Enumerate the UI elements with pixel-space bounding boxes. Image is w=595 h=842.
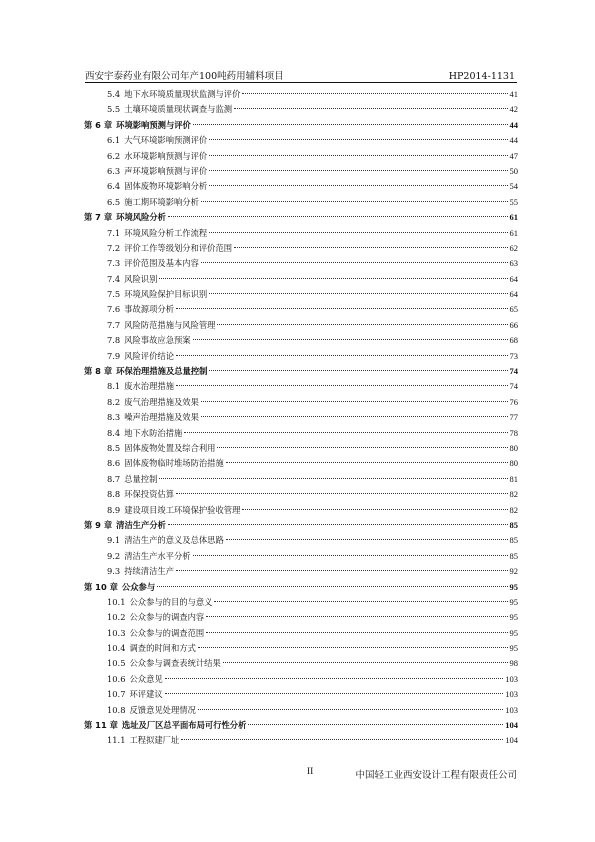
toc-dot-leader: [201, 262, 508, 263]
toc-dot-leader: [242, 509, 507, 510]
toc-entry-title: 环境风险分析: [116, 212, 166, 223]
toc-dot-leader: [176, 493, 508, 494]
toc-section-entry[interactable]: [84, 687, 518, 702]
toc-entry-title: 环境风险分析工作流程: [124, 227, 208, 238]
toc-entry-page: 64: [509, 273, 518, 284]
toc-dot-leader: [176, 308, 508, 309]
toc-section-entry[interactable]: [84, 164, 518, 179]
toc-chapter-entry[interactable]: [84, 210, 518, 225]
toc-entry-number: 9.2: [107, 550, 121, 561]
toc-section-entry[interactable]: [84, 179, 518, 194]
toc-dot-leader: [217, 324, 507, 325]
toc-dot-leader: [234, 247, 507, 248]
toc-section-entry[interactable]: [84, 626, 518, 641]
toc-entry-title: 地下水防治措施: [124, 427, 183, 438]
toc-entry-number: 7.4: [107, 273, 121, 284]
toc-entry-number: 10.2: [107, 612, 126, 623]
toc-entry-page: 80: [509, 442, 518, 453]
toc-entry-page: 68: [509, 335, 518, 346]
toc-entry-page: 104: [505, 720, 518, 731]
toc-entry-title: 土壤环境质量现状调查与监测: [124, 104, 233, 115]
toc-dot-leader: [209, 139, 507, 140]
toc-entry-title: 水环境影响预测与评价: [124, 150, 208, 161]
toc-entry-number: 8.3: [107, 412, 121, 423]
toc-dot-leader: [214, 601, 507, 602]
toc-section-entry[interactable]: [84, 549, 518, 564]
toc-entry-number: 5.5: [107, 104, 121, 115]
toc-entry-title: 环境风险保护目标识别: [124, 289, 208, 300]
toc-section-entry[interactable]: [84, 287, 518, 302]
toc-section-entry[interactable]: [84, 595, 518, 610]
toc-entry-page: 74: [509, 381, 518, 392]
toc-entry-page: 44: [509, 119, 518, 130]
toc-entry-title: 公众参与的调查范围: [129, 627, 205, 638]
toc-dot-leader: [198, 709, 503, 710]
toc-entry-title: 公众参与的调查内容: [129, 612, 205, 623]
toc-entry-number: 10.7: [107, 689, 126, 700]
toc-dot-leader: [209, 232, 507, 233]
toc-dot-leader: [168, 216, 508, 217]
toc-entry-number: 10.1: [107, 596, 126, 607]
toc-entry-number: 7.1: [107, 227, 121, 238]
toc-entry-page: 55: [509, 196, 518, 207]
toc-dot-leader: [201, 416, 508, 417]
toc-section-entry[interactable]: [84, 149, 518, 164]
toc-section-entry[interactable]: [84, 641, 518, 656]
toc-dot-leader: [209, 185, 507, 186]
toc-dot-leader: [193, 124, 508, 125]
toc-dot-leader: [234, 108, 507, 109]
toc-entry-page: 47: [509, 150, 518, 161]
toc-entry-number: 7.9: [107, 350, 121, 361]
toc-entry-title: 调查的时间和方式: [129, 643, 196, 654]
toc-entry-title: 持续清洁生产: [124, 566, 174, 577]
toc-section-entry[interactable]: [84, 703, 518, 718]
toc-entry-title: 清洁生产的意义及总体思路: [124, 535, 224, 546]
toc-section-entry[interactable]: [84, 610, 518, 625]
toc-dot-leader: [226, 462, 508, 463]
toc-section-entry[interactable]: [84, 102, 518, 117]
toc-entry-number: 8.6: [107, 458, 121, 469]
toc-entry-number: 7.6: [107, 304, 121, 315]
toc-entry-page: 61: [509, 227, 518, 238]
toc-section-entry[interactable]: [84, 472, 518, 487]
toc-entry-number: 6.1: [107, 135, 121, 146]
toc-section-entry[interactable]: [84, 410, 518, 425]
toc-entry-page: 54: [509, 181, 518, 192]
toc-entry-number: 第 6 章: [84, 119, 113, 130]
toc-entry-title: 风险识别: [124, 273, 158, 284]
toc-entry-title: 环境影响预测与评价: [116, 119, 191, 130]
toc-entry-title: 噪声治理措施及效果: [124, 412, 199, 423]
toc-section-entry[interactable]: [84, 226, 518, 241]
toc-entry-number: 10.8: [107, 704, 126, 715]
toc-section-entry[interactable]: [84, 395, 518, 410]
toc-section-entry[interactable]: [84, 733, 518, 748]
toc-entry-page: 95: [509, 596, 518, 607]
toc-entry-number: 8.9: [107, 504, 121, 515]
toc-dot-leader: [157, 586, 507, 587]
toc-section-entry[interactable]: [84, 302, 518, 317]
toc-entry-title: 公众意见: [129, 673, 163, 684]
toc-entry-page: 103: [505, 704, 518, 715]
toc-section-entry[interactable]: [84, 456, 518, 471]
toc-dot-leader: [168, 524, 508, 525]
toc-section-entry[interactable]: [84, 533, 518, 548]
toc-entry-number: 6.5: [107, 196, 121, 207]
toc-entry-page: 64: [509, 289, 518, 300]
toc-entry-page: 74: [509, 366, 518, 377]
header-rule: [85, 82, 517, 83]
toc-entry-page: 78: [509, 427, 518, 438]
toc-entry-page: 82: [509, 489, 518, 500]
toc-entry-page: 81: [509, 473, 518, 484]
toc-dot-leader: [201, 401, 508, 402]
toc-entry-number: 10.3: [107, 627, 126, 638]
toc-dot-leader: [176, 570, 508, 571]
toc-section-entry[interactable]: [84, 503, 518, 518]
toc-dot-leader: [165, 678, 504, 679]
toc-entry-number: 8.7: [107, 473, 121, 484]
toc-entry-page: 103: [505, 689, 518, 700]
toc-dot-leader: [165, 693, 504, 694]
toc-entry-page: 92: [509, 566, 518, 577]
toc-entry-title: 施工期环境影响分析: [124, 196, 199, 207]
toc-section-entry[interactable]: [84, 656, 518, 671]
toc-entry-page: 80: [509, 458, 518, 469]
toc-entry-page: 85: [509, 550, 518, 561]
toc-entry-title: 固体废物环境影响分析: [124, 181, 208, 192]
toc-entry-page: 85: [509, 519, 518, 530]
toc-section-entry[interactable]: [84, 195, 518, 210]
toc-section-entry[interactable]: [84, 133, 518, 148]
toc-entry-title: 声环境影响预测与评价: [124, 165, 208, 176]
toc-dot-leader: [193, 339, 508, 340]
toc-section-entry[interactable]: [84, 426, 518, 441]
toc-entry-number: 8.8: [107, 489, 121, 500]
toc-chapter-entry[interactable]: [84, 518, 518, 533]
toc-entry-number: 8.2: [107, 396, 121, 407]
toc-entry-title: 固体废物临时堆场防治措施: [124, 458, 224, 469]
toc-entry-title: 总量控制: [124, 473, 158, 484]
toc-entry-title: 公众参与调查表统计结果: [129, 658, 221, 669]
toc-entry-number: 7.3: [107, 258, 121, 269]
toc-entry-title: 风险防范措施与风险管理: [124, 319, 216, 330]
toc-entry-number: 8.5: [107, 442, 121, 453]
toc-section-entry[interactable]: [84, 672, 518, 687]
toc-dot-leader: [248, 724, 503, 725]
toc-entry-page: 44: [509, 135, 518, 146]
toc-entry-title: 事故源项分析: [124, 304, 174, 315]
header-doc-code: HP2014-1131: [448, 71, 515, 82]
toc-entry-title: 公众参与的目的与意义: [129, 596, 213, 607]
footer-page-number: II: [307, 767, 314, 777]
toc-dot-leader: [181, 739, 503, 740]
toc-entry-title: 废气治理措施及效果: [124, 396, 199, 407]
toc-entry-number: 8.1: [107, 381, 121, 392]
toc-entry-page: 73: [509, 350, 518, 361]
toc-section-entry[interactable]: [84, 379, 518, 394]
toc-entry-page: 63: [509, 258, 518, 269]
toc-entry-page: 50: [509, 165, 518, 176]
toc-dot-leader: [176, 385, 508, 386]
toc-dot-leader: [159, 278, 507, 279]
toc-entry-page: 82: [509, 504, 518, 515]
toc-entry-title: 环保投资估算: [124, 489, 174, 500]
toc-entry-title: 地下水环境质量现状监测与评价: [124, 89, 241, 99]
toc-entry-title: 评价工作等级划分和评价范围: [124, 242, 233, 253]
toc-dot-leader: [206, 632, 507, 633]
toc-dot-leader: [209, 170, 507, 171]
toc-entry-number: 5.4: [107, 89, 121, 99]
toc-dot-leader: [198, 647, 508, 648]
toc-entry-page: 95: [509, 627, 518, 638]
toc-entry-page: 95: [509, 643, 518, 654]
toc-entry-title: 废水治理措施: [124, 381, 174, 392]
page-header: [85, 68, 515, 82]
toc-entry-title: 评价范围及基本内容: [124, 258, 199, 269]
toc-dot-leader: [223, 662, 508, 663]
toc-entry-number: 第 10 章: [84, 581, 118, 592]
toc-entry-number: 6.3: [107, 165, 121, 176]
toc-entry-page: 42: [509, 104, 518, 115]
toc-section-entry[interactable]: [84, 564, 518, 579]
toc-chapter-entry[interactable]: [84, 718, 518, 733]
toc-chapter-entry[interactable]: [84, 364, 518, 379]
toc-dot-leader: [209, 370, 507, 371]
toc-entry-title: 清洁生产分析: [116, 519, 166, 530]
toc-dot-leader: [184, 432, 507, 433]
toc-entry-number: 10.6: [107, 673, 126, 684]
toc-dot-leader: [217, 447, 507, 448]
toc-section-entry[interactable]: [84, 318, 518, 333]
toc-entry-page: 41: [509, 89, 518, 99]
toc-dot-leader: [193, 555, 508, 556]
toc-entry-page: 103: [505, 673, 518, 684]
toc-entry-number: 第 7 章: [84, 212, 113, 223]
toc-entry-number: 第 11 章: [84, 720, 118, 731]
toc-entry-title: 固体废物处置及综合利用: [124, 442, 216, 453]
toc-entry-number: 7.5: [107, 289, 121, 300]
toc-entry-title: 风险评价结论: [124, 350, 174, 361]
toc-entry-title: 反馈意见处理情况: [129, 704, 196, 715]
toc-dot-leader: [209, 155, 507, 156]
toc-section-entry[interactable]: [84, 87, 518, 102]
toc-dot-leader: [226, 539, 508, 540]
toc-entry-title: 选址及厂区总平面布局可行性分析: [121, 720, 247, 731]
toc-entry-page: 76: [509, 396, 518, 407]
toc-entry-page: 95: [509, 581, 518, 592]
footer-company: 中国轻工业西安设计工程有限责任公司: [355, 770, 517, 781]
toc-chapter-entry[interactable]: [84, 118, 518, 133]
toc-entry-page: 61: [509, 212, 518, 223]
toc-entry-number: 6.4: [107, 181, 121, 192]
toc-entry-number: 7.8: [107, 335, 121, 346]
toc-entry-page: 66: [509, 319, 518, 330]
toc-entry-page: 98: [509, 658, 518, 669]
toc-section-entry[interactable]: [84, 333, 518, 348]
toc-entry-number: 11.1: [107, 735, 126, 746]
toc-entry-page: 95: [509, 612, 518, 623]
toc-dot-leader: [209, 293, 507, 294]
table-of-contents: [84, 87, 518, 749]
toc-chapter-entry[interactable]: [84, 580, 518, 595]
toc-section-entry[interactable]: [84, 256, 518, 271]
toc-dot-leader: [206, 616, 507, 617]
header-title: 西安宇泰药业有限公司年产100吨药用辅料项目: [85, 71, 284, 82]
toc-section-entry[interactable]: [84, 272, 518, 287]
toc-entry-page: 65: [509, 304, 518, 315]
toc-section-entry[interactable]: [84, 487, 518, 502]
toc-entry-title: 大气环境影响预测评价: [124, 135, 208, 146]
toc-entry-title: 风险事故应急预案: [124, 335, 191, 346]
toc-section-entry[interactable]: [84, 441, 518, 456]
toc-entry-title: 环评建议: [129, 689, 163, 700]
toc-entry-title: 环保治理措施及总量控制: [116, 366, 208, 377]
toc-entry-number: 9.1: [107, 535, 121, 546]
toc-entry-title: 公众参与: [121, 581, 156, 592]
toc-entry-title: 建设项目竣工环境保护验收管理: [124, 504, 241, 515]
toc-entry-number: 7.7: [107, 319, 121, 330]
toc-entry-page: 85: [509, 535, 518, 546]
toc-section-entry[interactable]: [84, 349, 518, 364]
toc-entry-number: 6.2: [107, 150, 121, 161]
toc-entry-number: 10.5: [107, 658, 126, 669]
toc-dot-leader: [159, 478, 507, 479]
toc-entry-title: 工程拟建厂址: [129, 735, 180, 746]
toc-entry-page: 62: [509, 242, 518, 253]
toc-entry-number: 第 8 章: [84, 366, 113, 377]
toc-dot-leader: [176, 355, 508, 356]
toc-entry-number: 8.4: [107, 427, 121, 438]
toc-entry-number: 9.3: [107, 566, 121, 577]
toc-entry-page: 77: [509, 412, 518, 423]
toc-entry-page: 104: [505, 735, 518, 746]
toc-entry-number: 第 9 章: [84, 519, 113, 530]
toc-entry-number: 10.4: [107, 643, 126, 654]
toc-dot-leader: [201, 201, 508, 202]
toc-entry-number: 7.2: [107, 242, 121, 253]
toc-section-entry[interactable]: [84, 241, 518, 256]
toc-entry-title: 清洁生产水平分析: [124, 550, 191, 561]
toc-dot-leader: [242, 93, 507, 94]
